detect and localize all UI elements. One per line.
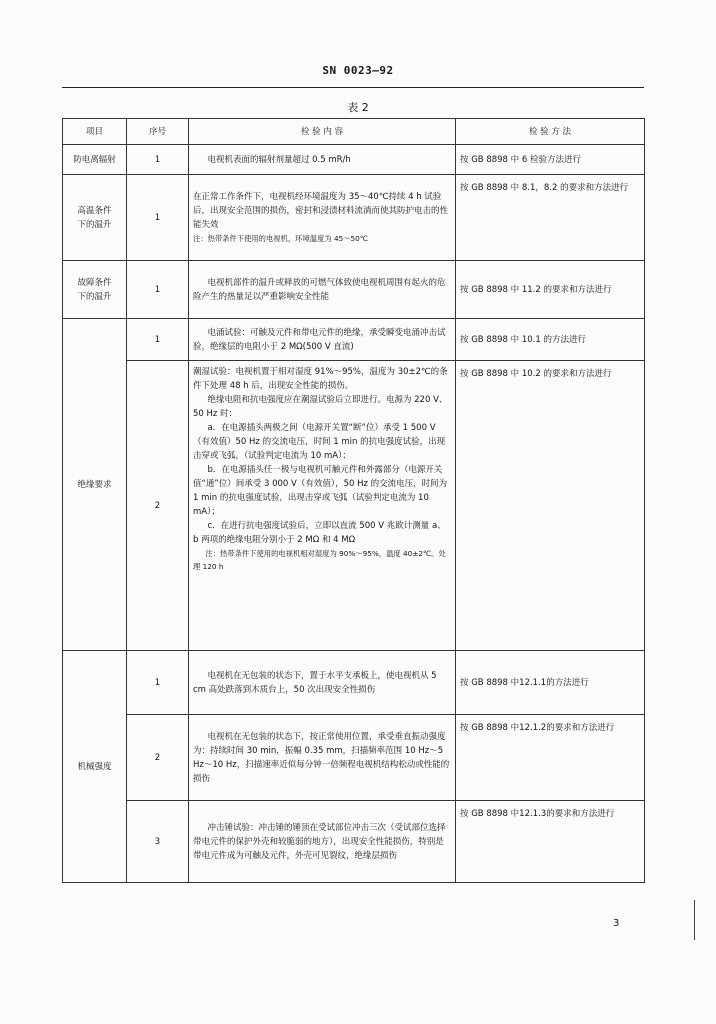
- method-cell: 按 GB 8898 中 6 检验方法进行: [456, 145, 645, 175]
- seq-cell: 2: [127, 361, 189, 651]
- content-text: 在正常工作条件下，电视机经环境温度为 35～40℃持续 4 h 试验后，出现安全范围的损伤，密封和浸渍材料流淌而使其防护电击的性能失效: [193, 192, 449, 230]
- content-paragraph: a．在电源插头两极之间（电源开关置“断”位）承受 1 500 V（有效值）50 Hz 的交流电压，时间 1 min 的抗电强度试验，出现击穿或飞弧，（试验判定电流为 10 mA）；: [193, 423, 446, 461]
- header-content: 检 验 内 容: [189, 119, 456, 145]
- table-header-row: [63, 119, 645, 145]
- content-cell: 电视机在无包装的状态下，按正常使用位置，承受垂直振动强度为：持续时间 30 min，振幅 0.35 mm，扫描频率范围 10 Hz～5 Hz～10 Hz，扫描速率近似每分钟一倍频程电视机结构松动或性能的损伤: [189, 715, 456, 801]
- item-cell: 绝缘要求: [63, 319, 127, 651]
- seq-cell: 1: [127, 261, 189, 319]
- seq-cell: 2: [127, 715, 189, 801]
- note-text: 注：热带条件下使用的电视机相对湿度为 90%～95%，温度 40±2℃。处理 120 h: [193, 549, 446, 571]
- item-line: 下的温升: [77, 219, 112, 230]
- header-method: 检 验 方 法: [456, 119, 645, 145]
- page-number: 3: [613, 918, 620, 929]
- content-cell: 电视机表面的辐射剂量超过 0.5 mR/h: [189, 145, 456, 175]
- item-line: 下的温升: [77, 291, 112, 302]
- header-seq: 序号: [127, 119, 189, 145]
- item-cell: [63, 261, 127, 319]
- item-line: 高温条件: [77, 205, 112, 216]
- content-cell: [189, 361, 456, 651]
- header-item: 项目: [63, 119, 127, 145]
- seq-cell: 1: [127, 145, 189, 175]
- method-cell: 按 GB 8898 中12.1.3的要求和方法进行: [456, 801, 645, 883]
- seq-cell: 1: [127, 651, 189, 715]
- method-cell: 按 GB 8898 中 11.2 的要求和方法进行: [456, 261, 645, 319]
- table-row-fault: [63, 261, 645, 319]
- table-row-insulation-2: [63, 361, 645, 651]
- table-row-insulation-1: [63, 319, 645, 361]
- table-row-high-temp: [63, 175, 645, 261]
- item-cell: 防电离辐射: [63, 145, 127, 175]
- note-text: 注：热带条件下使用的电视机，环境温度为 45～50℃: [193, 234, 369, 243]
- seq-cell: 1: [127, 175, 189, 261]
- inspection-table: [62, 118, 645, 883]
- content-cell: 电涌试验：可触及元件和带电元件的绝缘，承受瞬变电涌冲击试验，绝缘层的电阻小于 2 MΩ(500 V 直流): [189, 319, 456, 361]
- content-paragraph: 潮湿试验：电视机置于相对湿度 91%～95%，温度为 30±2℃的条件下处理 48 h 后，出现安全性能的损伤。: [193, 367, 448, 391]
- content-cell: 电视机部件的温升或释放的可燃气体致使电视机周围有起火的危险产生的热量足以严重影响安全性能: [189, 261, 456, 319]
- item-cell: 机械强度: [63, 651, 127, 883]
- seq-cell: 1: [127, 319, 189, 361]
- content-paragraph: b．在电源插头任一极与电视机可触元件和外露部分（电源开关值“通”位）间承受 3 000 V（有效值），50 Hz 的交流电压，时间为 1 min 的抗电强度试验，出现击穿或飞弧（试验判定电流为 10 mA）；: [193, 465, 448, 517]
- item-line: 故障条件: [77, 277, 112, 288]
- table-title: 表 2: [347, 101, 369, 114]
- standard-number: SN 0023—92: [322, 64, 394, 77]
- content-paragraph: c．在进行抗电强度试验后，立即以直流 500 V 兆欧计测量 a、b 两项的绝缘电阻分别小于 2 MΩ 和 4 MΩ: [193, 521, 446, 545]
- method-cell: 按 GB 8898 中 10.2 的要求和方法进行: [456, 361, 645, 651]
- header-rule: [62, 87, 644, 88]
- method-cell: 按 GB 8898 中12.1.2的要求和方法进行: [456, 715, 645, 801]
- method-cell: 按 GB 8898 中 10.1 的方法进行: [456, 319, 645, 361]
- method-cell: 按 GB 8898 中 8.1，8.2 的要求和方法进行: [456, 175, 645, 261]
- content-cell: 冲击锤试验：冲击锤的锤顶在受试部位冲击三次（受试部位选择带电元件的保护外壳和较脆弱的地方），出现安全性能损伤，特别是带电元件成为可触及元件，外壳可见裂纹，绝缘层损伤: [189, 801, 456, 883]
- content-cell: [189, 175, 456, 261]
- seq-cell: 3: [127, 801, 189, 883]
- method-cell: 按 GB 8898 中12.1.1的方法进行: [456, 651, 645, 715]
- item-cell: [63, 175, 127, 261]
- table-row-mechanical-2: [63, 715, 645, 801]
- content-paragraph: 绝缘电阻和抗电强度应在潮湿试验后立即进行。电源为 220 V、50 Hz 时：: [193, 395, 448, 419]
- table-row-radiation: [63, 145, 645, 175]
- table-row-mechanical-3: [63, 801, 645, 883]
- margin-rule: [694, 900, 695, 940]
- content-cell: 电视机在无包装的状态下，置于水平支承板上，使电视机从 5 cm 高处跌落到木质台上，50 次出现安全性损伤: [189, 651, 456, 715]
- table-row-mechanical-1: [63, 651, 645, 715]
